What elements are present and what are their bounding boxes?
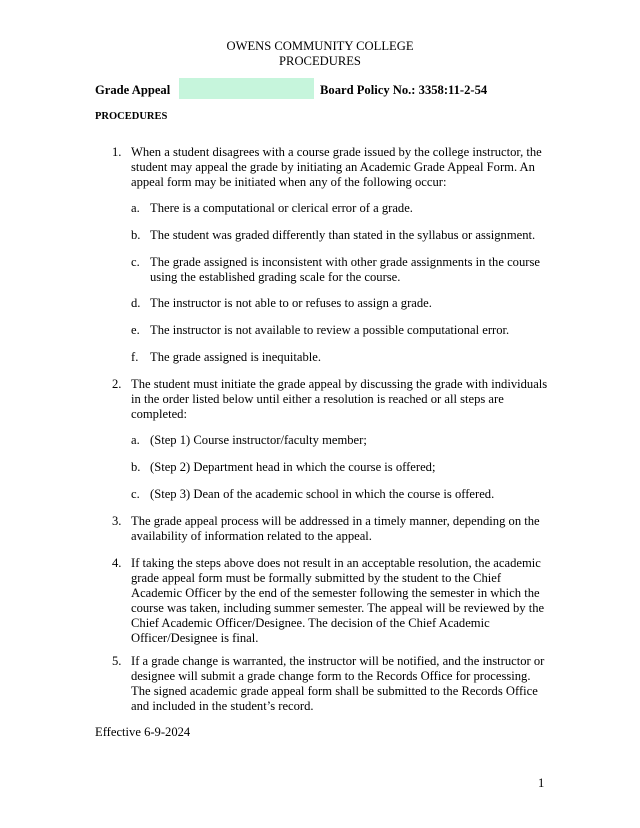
- list-item-number: 2.: [112, 377, 122, 391]
- sub-item-letter: b.: [131, 460, 141, 474]
- list-item-number: 4.: [112, 556, 122, 570]
- board-policy-number: Board Policy No.: 3358:11-2-54: [320, 83, 488, 97]
- list-item-number: 3.: [112, 514, 122, 528]
- sub-item-text: The student was graded differently than stated in the syllabus or assignment.: [150, 228, 536, 242]
- sub-item-text: The instructor is not able to or refuses to assign a grade.: [150, 296, 432, 310]
- sub-item-letter: a.: [131, 201, 140, 215]
- sub-item-letter: a.: [131, 433, 140, 447]
- list-item-text: When a student disagrees with a course grade issued by the college instructor, the student may appeal the grade by initiating an Academic Grade Appeal Form. An appeal form may be initiated when any of the following occur:: [131, 145, 542, 189]
- college-name: OWENS COMMUNITY COLLEGE: [226, 39, 414, 53]
- sub-item-text: The instructor is not available to review a possible computational error.: [150, 323, 510, 337]
- list-item-number: 1.: [112, 145, 122, 159]
- sub-item-text: The grade assigned is inequitable.: [150, 350, 322, 364]
- sub-item-letter: c.: [131, 487, 140, 501]
- section-heading: PROCEDURES: [95, 111, 168, 122]
- page-number: 1: [538, 776, 545, 790]
- highlight-field: [179, 78, 314, 99]
- sub-item-text: (Step 3) Dean of the academic school in which the course is offered.: [150, 487, 495, 501]
- sub-item-text: There is a computational or clerical error of a grade.: [150, 201, 413, 215]
- list-item-text: The student must initiate the grade appeal by discussing the grade with individuals in the order listed below until either a resolution is reached or all steps are completed:: [131, 377, 548, 421]
- effective-date: Effective 6-9-2024: [95, 725, 191, 739]
- sub-item-text: The grade assigned is inconsistent with other grade assignments in the course using the established grading scale for the course.: [150, 255, 540, 284]
- list-item-text: If taking the steps above does not result in an acceptable resolution, the academic grade appeal form must be formally submitted by the student to the Chief Academic Officer by the end of the semester following the semester in which the course was taken, including summer semester. The appeal will be reviewed by the Chief Academic Officer/Designee. The decision of the Chief Academic Officer/Designee is final.: [131, 556, 545, 645]
- sub-item-letter: f.: [131, 350, 139, 364]
- sub-item-letter: c.: [131, 255, 140, 269]
- sub-item-text: (Step 2) Department head in which the course is offered;: [150, 460, 436, 474]
- sub-item-letter: d.: [131, 296, 141, 310]
- list-item-number: 5.: [112, 654, 122, 668]
- sub-item-letter: e.: [131, 323, 140, 337]
- document-type: PROCEDURES: [279, 54, 361, 68]
- document-title: Grade Appeal: [95, 83, 171, 97]
- sub-item-text: (Step 1) Course instructor/faculty member;: [150, 433, 367, 447]
- list-item-text: If a grade change is warranted, the instructor will be notified, and the instructor or designee will submit a grade change form to the Records Office for processing. The signed academic grade appeal form shall be submitted to the Records Office and included in the student’s record.: [131, 654, 545, 713]
- sub-item-letter: b.: [131, 228, 141, 242]
- list-item-text: The grade appeal process will be addressed in a timely manner, depending on the availability of information related to the appeal.: [131, 514, 540, 543]
